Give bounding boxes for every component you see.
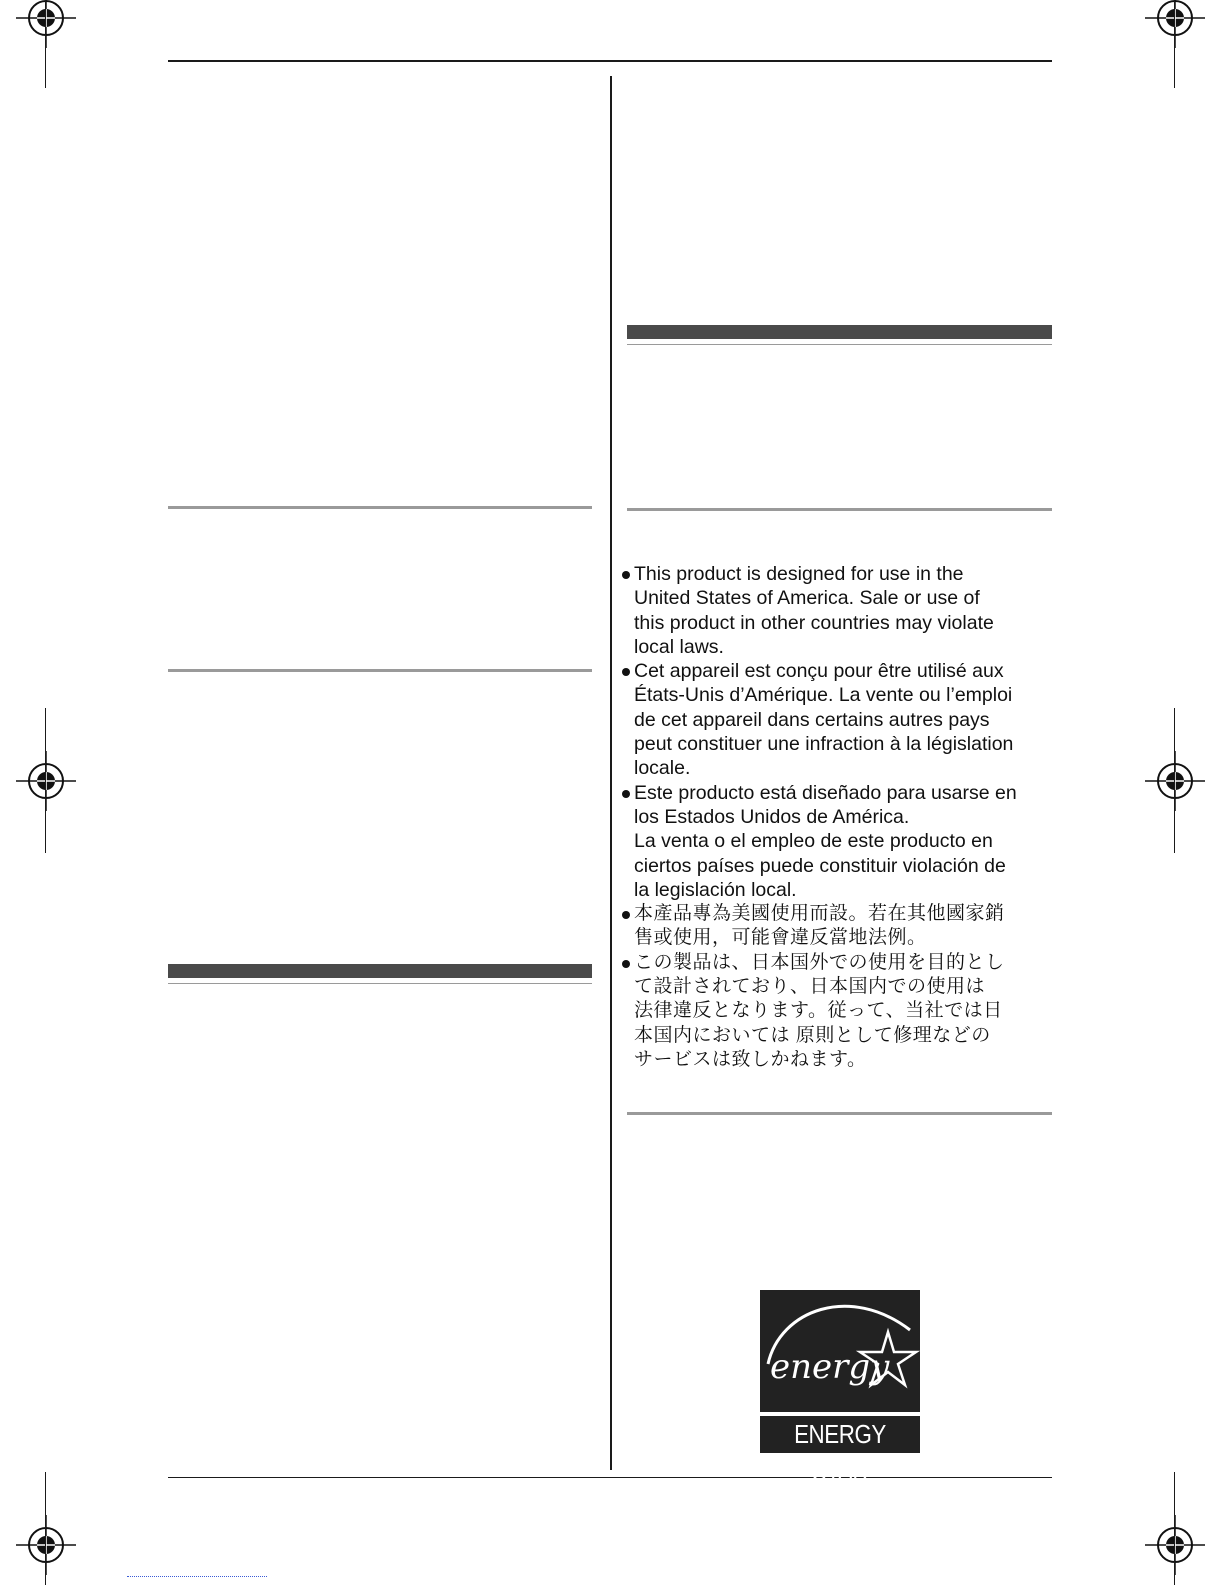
usage-notice-list	[622, 562, 1042, 1072]
notice-line: los Estados Unidos de América.	[634, 805, 910, 828]
crop-line	[1174, 708, 1175, 853]
notice-item-chinese	[622, 902, 1042, 951]
section-header-bar	[627, 325, 1052, 339]
bullet-icon	[622, 668, 630, 676]
bullet-icon	[622, 960, 630, 968]
notice-line: 法律違反となります。従って、当社では日	[634, 1000, 1003, 1022]
crop-line	[1174, 0, 1175, 88]
section-underline	[168, 983, 592, 984]
section-header-bar	[168, 964, 592, 978]
notice-line: この製品は、日本国外での使用を目的とし	[634, 951, 1005, 973]
notice-line: peut constituer une infraction à la législation	[634, 733, 1014, 756]
notice-line: Cet appareil est conçu pour être utilisé aux	[634, 660, 1004, 683]
registration-mark-icon	[16, 0, 76, 48]
notice-line: locale.	[634, 757, 691, 780]
header-rule	[168, 60, 1052, 62]
notice-line: This product is designed for use in the	[634, 563, 964, 585]
registration-mark-icon	[16, 751, 76, 811]
notice-item-french	[622, 659, 1042, 780]
notice-line: la legislación local.	[634, 878, 797, 901]
energy-star-logo	[760, 1290, 920, 1486]
notice-line: 本產品專為美國使用而設。若在其他國家銷	[634, 903, 1005, 925]
footer-link-line	[127, 1575, 267, 1577]
section-rule	[627, 1112, 1052, 1115]
section-rule	[168, 669, 592, 672]
notice-line: United States of America. Sale or use of	[634, 587, 980, 610]
footer-rule	[168, 1477, 1052, 1478]
crop-line	[45, 0, 46, 88]
notice-line: サービスは致しかねます。	[634, 1048, 867, 1070]
section-rule	[627, 508, 1052, 511]
notice-line: de cet appareil dans certains autres pays	[634, 708, 990, 731]
registration-mark-icon	[16, 1515, 76, 1575]
notice-item-spanish	[622, 781, 1042, 902]
bullet-icon	[622, 571, 630, 579]
notice-item-english	[622, 562, 1042, 659]
registration-mark-icon	[1145, 751, 1205, 811]
notice-line: ciertos países puede constituir violación de	[634, 854, 1006, 877]
notice-item-japanese	[622, 951, 1042, 1072]
notice-line: États-Unis d’Amérique. La vente ou l’emploi	[634, 684, 1013, 707]
crop-line	[45, 1472, 46, 1585]
notice-line: 售或使用，可能會違反當地法例。	[634, 927, 927, 949]
notice-line: local laws.	[634, 635, 724, 658]
section-underline	[627, 344, 1052, 345]
energy-star-label: ENERGY STAR	[794, 1419, 886, 1486]
notice-line: 本国内においては 原則として修理などの	[634, 1024, 991, 1046]
registration-mark-icon	[1145, 1515, 1205, 1575]
notice-line: Este producto está diseñado para usarse en	[634, 781, 1017, 804]
bullet-icon	[622, 790, 630, 798]
column-divider	[610, 76, 612, 1470]
notice-line: て設計されており、日本国内での使用は	[634, 976, 986, 998]
section-rule	[168, 506, 592, 509]
crop-line	[45, 708, 46, 853]
notice-line: La venta o el empleo de este producto en	[634, 830, 993, 853]
bullet-icon	[622, 911, 630, 919]
energy-script-icon	[760, 1290, 920, 1412]
energy-script-text: energy	[770, 1347, 890, 1387]
crop-line	[1174, 1472, 1175, 1585]
notice-line: this product in other countries may violate	[634, 611, 994, 634]
registration-mark-icon	[1145, 0, 1205, 48]
